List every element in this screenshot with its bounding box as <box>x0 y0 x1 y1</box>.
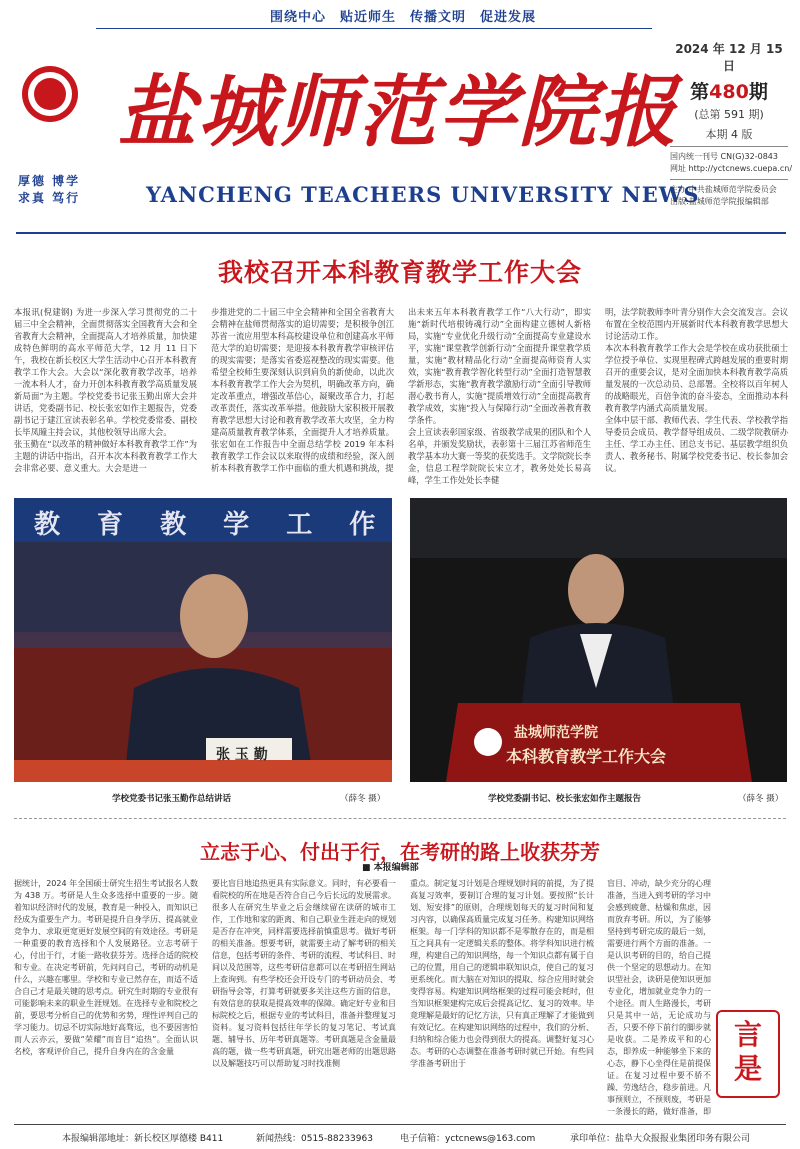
footer-rule <box>14 1124 786 1125</box>
motto-line-1: 厚德 博学 <box>18 174 81 188</box>
cn-number: 国内统一刊号 CN(G)32-0843 <box>670 152 778 161</box>
issue-info-box <box>670 40 793 208</box>
article2-column-2: 要比盲目地追热更具有实际意义。同时，有必要看一看院校的所在地是否符合自己今后长远的发展需求。很多人在研究生毕业之后会继续留在读研的城市工作，工作地和家的距离、和自己职业生涯走向的规划是否存在冲突，同样需要选择前慎重思考。做好考研的相关准备。想要考研，就需要主动了解考研的相关信息，包括考研的条件、考研的流程、考试科目、时间以及范围等，这些考研信息都可以在考研招生网站上查询到。有些学校还会开设专门的考研动员会、考研指导会等，打算考研就要多关注这些方面的信息，有效信息的获取是提高效率的保障。确定好专业和目标院校之后，根据专业的考试科目，准备并整理复习资料。复习资料包括往年学长的复习笔记、考试真题、辅导书、历年考研真题等。考研真题是含金量最高的题，做一些考研真题，研究出题老师的出题思路以及解题技巧可以帮助复习时找准侧 <box>212 879 396 1068</box>
photo-right-credit: （薛冬 摄） <box>738 794 784 804</box>
footer-address: 本报编辑部地址：新长校区厚德楼 B411 <box>62 1134 224 1144</box>
photo-right-illustration <box>410 498 787 782</box>
article1-col4-para1: 明，法学院教师李叶青分别作大会交流发言。会议布置在全校范围内开展新时代本科教育教学思想大讨论活动工作。 <box>605 307 788 341</box>
comment-seal-stamp <box>716 1010 780 1098</box>
footer-printer: 承印单位：盐阜大众报报业集团印务有限公司 <box>570 1134 751 1144</box>
issue-number: 480 <box>709 81 749 103</box>
section-divider <box>14 818 786 819</box>
article2-column-3: 重点。制定复习计划是合理规划时间的前提，为了提高复习效率，要制订合理的复习计划。要按照“长计划、短安排”的原则，合理规划每天的复习时间和复习内容，以确保高质量完成复习任务。构建知识网络框架。每一门学科的知识都不是零散存在的，而是相互之间具有一定逻辑关系的整体。将学科知识进行梳理，构建自己的知识网络，每一个知识点都有属于自己的位置，用自己的逻辑串联知识点，使自己的复习更系统化。而大脑在对知识的提取、综合应用时就会变得容易。构建知识网络框架的过程可能会耗时，但当知识框架建构完成后会提高记忆、复习的效率。毕竟理解是最好的记忆方法，只有真正理解了才能做到有效记忆。在构建知识网络的过程中，我们的分析、归纳和综合能力也会得到很大的提高。调整好复习心态。考研的心态调整在准备考研时就已开始。有些同学准备考研出于 <box>410 879 594 1068</box>
article1-col4-para3: 全体中层干部、教师代表、学生代表、学校教学指导委员会成员、教学督导组成员、二级学院教研办主任、学工办主任、团总支书记、基层教学组织负责人、教务秘书、附属学校党委书记、校长参加会议。 <box>605 415 788 473</box>
footer-bar <box>0 1128 800 1146</box>
masthead-english: YANCHENG TEACHERS UNIVERSITY NEWS <box>146 182 700 207</box>
photo-right-podium-line1: 盐城师范学院 <box>514 725 598 741</box>
motto-line-2: 求真 笃行 <box>18 191 81 205</box>
article1-column-4 <box>605 306 788 492</box>
masthead-title: 盐城师范学院报 <box>118 67 679 158</box>
footer-phone: 新闻热线：0515-88233963 <box>256 1134 373 1144</box>
issue-suffix: 期 <box>748 81 768 103</box>
article1-column-1 <box>14 306 197 492</box>
article2-byline: ■ 本报编辑部 <box>362 863 419 873</box>
article1-title: 我校召开本科教育教学工作大会 <box>217 258 582 287</box>
photo-party-secretary <box>14 498 392 782</box>
stamp-text: 言是 <box>733 1018 762 1085</box>
website: 网址 http://yctcnews.cuepa.cn/ <box>670 164 793 173</box>
publisher: 出版:盐城师范学院报编辑部 <box>670 197 769 206</box>
page-count: 本期 4 版 <box>705 128 753 141</box>
photo-right-caption: 学校党委副书记、校长张宏如作主题报告 <box>488 794 642 804</box>
total-issue: (总第 591 期) <box>694 108 764 121</box>
article1-column-2: 步推进党的二十届三中全会精神和全国全省教育大会精神在盐师贯彻落实的追切需要；是积极争创江苏省一流应用型本科高校建设单位和创建高水平师范大学的迫切需要；是迎接本科教育教学审核评估的现实需要；是落实省委巡视整改的现实需要。他希望全校师生要深刻认识到肩负的新使命，以此次本科教育教学工作大会为契机，明确改革方向，确定改革重点，增强改革信心，凝聚改革合力，打起改革责任，落实改革举措。他鼓励大家积极开展教育教学思想大讨论和教育教学改革大攻坚，全力构建高质量教育教学体系，全面提升人才培养质量。张宏如在工作报告中全面总结学校 2019 年本科教育教学工作会议以来取得的成绩和经验，深入剖析本科教育教学工作中面临的重大机遇和挑战，提 <box>211 307 394 473</box>
article1-col3-para1: 出未来五年本科教育教学工作“八大行动”，即实施“新时代培根铸魂行动”全面构建立德树人新格局，实施“专业优化升级行动”全面提高专业建设水平，实施“课堂教学创新行动”全面提升课堂教学质量，实施“教材精品化行动”全面提高师资育人实效，实施“教育教学智化转型行动”全面打造智慧教学新形态，实施“教育教学激励行动”全面引导教师潜心教书育人，实施“提质增效行动”全面提高教育教学成效，实施“投入与保障行动”全面改善教育教学条件。 <box>408 307 591 425</box>
issue-prefix: 第 <box>690 81 710 103</box>
sponsor: 主办:中共盐城师范学院委员会 <box>670 185 777 194</box>
header-bottom-rule <box>16 232 786 234</box>
article1-col4-para2: 本次本科教育教学工作大会是学校在成功获批硕士学位授予单位、实现里程碑式跨越发展的重要时期召开的重要会议，是对全面加快本科教育教学高质量发展的一次总动员、总部署。全校将以百年树人的战略眼光，百倍争流的奋斗姿态，全面推动本科教育教学内涵式高质量发展。 <box>605 343 788 413</box>
article2-column-4: 盲目、冲动，缺少充分的心理准备，当进入到考研的学习中会感到疲惫、枯燥和焦虑，因而放弃考研。所以，为了能够坚持到考研完成的最后一刻，需要进行两个方面的准备。一是认识考研的目的，给自己提供一个坚定的思想动力。在知识型社会，读研是使知识更加专业化，增加就业竞争力的一个途径。而人生路漫长，考研只是其中一站，无论成功与否，只要不停下前行的脚步就是收获。二是养成平和的心态，即养成一种能够坐下来的心态，静下心坐得住是前提保证。在复习过程中要不骄不躁、劳逸结合，稳步前进。凡事预则立，不预则废，考研是一条漫长的路，做好准备，即 <box>607 879 711 1116</box>
issue-number-line <box>670 77 788 104</box>
article2-title: 立志于心、付出于行，在考研的路上收获芬芳 <box>200 840 600 864</box>
header-top-rule <box>96 28 652 29</box>
photo-left-caption: 学校党委书记张玉勤作总结讲话 <box>112 794 232 804</box>
article1-col1-para2: 张玉勤在“以改革的精神做好本科教育教学工作”为主题的讲话中指出，召开本次本科教育教学工作大会非常必要、意义重大。大会是进一 <box>14 439 197 473</box>
article1-col3-para2: 会上宣读表彰国家级、省级教学成果的团队和个人名单，并颁发奖励状，表彰第十三届江苏省师范生教学基本功大赛一等奖的获奖选手。文学院院长李金，信息工程学院院长宋立才，教务处处长易高峰，学生工作处处长李健 <box>408 427 591 485</box>
footer-email: 电子信箱：yctcnews@163.com <box>400 1134 536 1144</box>
photo-president <box>410 498 787 782</box>
photo-left-credit: （薛冬 摄） <box>340 794 386 804</box>
university-logo <box>22 66 78 122</box>
issue-date: 2024 年 12 月 15 日 <box>675 42 783 73</box>
photo-left-backdrop-text: 教 育 教 学 工 作 <box>34 510 390 540</box>
article1-col1-para1: 本报讯(倪建钢) 为进一步深入学习贯彻党的二十届三中全会精神，全面贯彻落实全国教育大会和全省教育大会精神，全面提高人才培养质量，加快建成特色鲜明的高水平师范大学，12 月 11 日下午，我校在新长校区大学生活动中心召开本科教育教学工作大会。大会以“深化教育教学改革，培养一流本科人才，奋力开创本科教育教学高质量发展新局面”为主题。学校党委书记张玉勤出席大会并讲话，党委副书记、校长张宏如作主题报告，党委副书记于建江宣读表彰名单。学校党委常委、副校长毕凤瞳主持会议，其他校领导出席大会。 <box>14 307 197 437</box>
article2-column-1: 据统计，2024 年全国硕士研究生招生考试报名人数为 438 万。考研是人生众多选择中重要的一步。随着知识经济时代的发展，教育是一种投入，而知识已经成为重要生产力。考研是提升自身学历、提高就业竞争力、求取更宽更好发展空间的有效途径。考研是一种重要的教育选择和个人发展路径。立志考研于心，付出于行，才能一路收获芬芳。选择合适的院校和专业。在决定考研前，先问问自己，考研的动机是什么，兴趣在哪里。学校和专业已然存在，而适不适合自己才是最关键的思考点。研究生时期的专业很有可能影响未来的职业生涯规划。在选择专业和院校之前，要思考分析自己的优势和劣势，理性评判自己的学习能力。切忌不切实际地好高骛远，也不要因害怕而人云亦云，要做“荣耀”而盲目“追热”。全面认识名校，客观评价自己，提升自身内在的含金量 <box>14 879 198 1056</box>
photo-left-nameplate: 张 玉 勤 <box>216 747 268 763</box>
header-slogan: 围绕中心 贴近师生 传播文明 促进发展 <box>270 10 537 25</box>
article1-column-3 <box>408 306 591 492</box>
photo-right-podium-line2: 本科教育教学工作大会 <box>506 747 667 766</box>
school-motto <box>18 173 108 207</box>
